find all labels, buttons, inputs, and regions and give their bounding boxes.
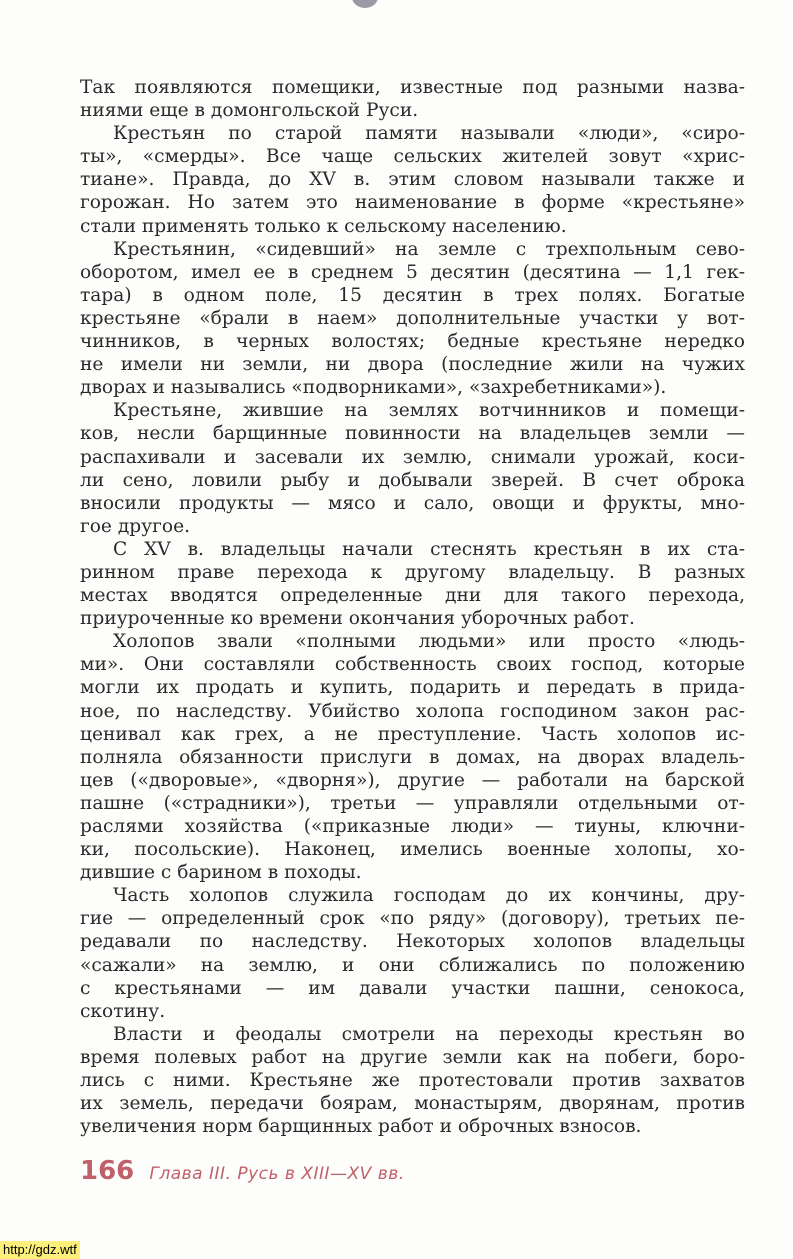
text-line: Так появляются помещики, известные под разными назва-: [80, 77, 745, 98]
text-line: с крестьянами — им давали участки пашни, сенокоса,: [80, 977, 745, 999]
text-line: увеличения норм барщинных работ и оброчных взносов.: [80, 1116, 642, 1138]
text-line: Холопов звали «полными людьми» или просто «людь-: [113, 631, 745, 653]
text-line: время полевых работ на другие земли как на побеги, боро-: [80, 1046, 745, 1068]
top-decoration: [352, 0, 378, 8]
text-line: С XV в. владельцы начали стеснять крестьян в их ста-: [113, 538, 745, 560]
text-line: оборотом, имел ее в среднем 5 десятин (десятина — 1,1 гек-: [80, 261, 745, 283]
text-line: ценивал как грех, а не преступление. Часть холопов ис-: [80, 723, 745, 745]
text-line: стали применять только к сельскому населению.: [80, 215, 567, 237]
text-line: Власти и феодалы смотрели на переходы крестьян во: [113, 1023, 745, 1045]
text-line: ты», «смерды». Все чаще сельских жителей зовут «хрис-: [80, 146, 745, 168]
text-line: Крестьяне, жившие на землях вотчинников и помещи-: [113, 400, 745, 422]
text-line: Крестьянин, «сидевший» на земле с трехпольным сево-: [113, 238, 745, 260]
text-line: дившие с барином в походы.: [80, 862, 362, 884]
text-line: ки, посольские). Наконец, имелись военные холопы, хо-: [80, 839, 745, 861]
text-line: приуроченные ко времени окончания уборочных работ.: [80, 608, 635, 630]
page-footer: [80, 1156, 405, 1186]
text-line: могли их продать и купить, подарить и передать в прида-: [80, 677, 745, 699]
text-line: тиане». Правда, до XV в. этим словом называли также и: [80, 169, 745, 191]
text-line: ли сено, ловили рыбу и добывали зверей. В счет оброка: [80, 469, 745, 491]
text-line: ниями еще в домонгольской Руси.: [80, 100, 419, 122]
text-line: раслями хозяйства («приказные люди» — тиуны, ключни-: [80, 816, 745, 837]
text-line: редавали по наследству. Некоторых холопов владельцы: [80, 931, 745, 953]
text-line: Крестьян по старой памяти называли «люди», «сиро-: [113, 123, 745, 145]
page-number: 166: [80, 1156, 135, 1186]
page-body-text: [80, 76, 745, 1138]
text-line: распахивали и засевали их землю, снимали урожай, коси-: [80, 446, 745, 468]
text-line: не имели ни земли, ни двора (последние жили на чужих: [80, 354, 745, 376]
text-line: ми». Они составляли собственность своих господ, которые: [80, 654, 745, 676]
text-line: чинников, в черных волостях; бедные крестьяне нередко: [80, 331, 745, 353]
text-line: лись с ними. Крестьяне же протестовали против захватов: [80, 1070, 745, 1092]
text-line: гие — определенный срок «по ряду» (договору), третьих пе-: [80, 908, 745, 930]
text-line: Часть холопов служила господам до их кончины, дру-: [113, 885, 745, 907]
text-line: местах вводятся определенные дни для такого перехода,: [80, 585, 745, 607]
text-line: крестьяне «брали в наем» дополнительные участки у вот-: [80, 307, 745, 329]
text-line: «сажали» на землю, и они сближались по положению: [80, 954, 745, 976]
text-line: их земель, передачи боярам, монастырям, дворянам, против: [80, 1093, 745, 1115]
text-line: ков, несли барщинные повинности на владельцев земли —: [80, 423, 745, 445]
text-line: полняла обязанности прислуги в домах, на дворах владель-: [80, 746, 745, 768]
text-line: ное, по наследству. Убийство холопа господином закон рас-: [80, 700, 745, 722]
text-line: дворах и назывались «подворниками», «захребетниками»).: [80, 377, 667, 399]
text-line: тара) в одном поле, 15 десятин в трех полях. Богатые: [80, 284, 745, 306]
text-line: горожан. Но затем это наименование в форме «крестьяне»: [80, 192, 745, 214]
text-line: ринном праве перехода к другому владельцу. В разных: [80, 561, 745, 583]
text-line: скотину.: [80, 1000, 166, 1022]
watermark-link[interactable]: http://gdz.wtf: [0, 1241, 80, 1259]
chapter-title: Глава III. Русь в XIII—XV вв.: [149, 1164, 405, 1184]
text-line: гое другое.: [80, 515, 190, 537]
text-line: цев («дворовые», «дворня»), другие — работали на барской: [80, 769, 745, 791]
text-line: пашне («страдники»), третьи — управляли отдельными от-: [80, 792, 745, 814]
text-line: вносили продукты — мясо и сало, овощи и фрукты, мно-: [80, 492, 745, 514]
